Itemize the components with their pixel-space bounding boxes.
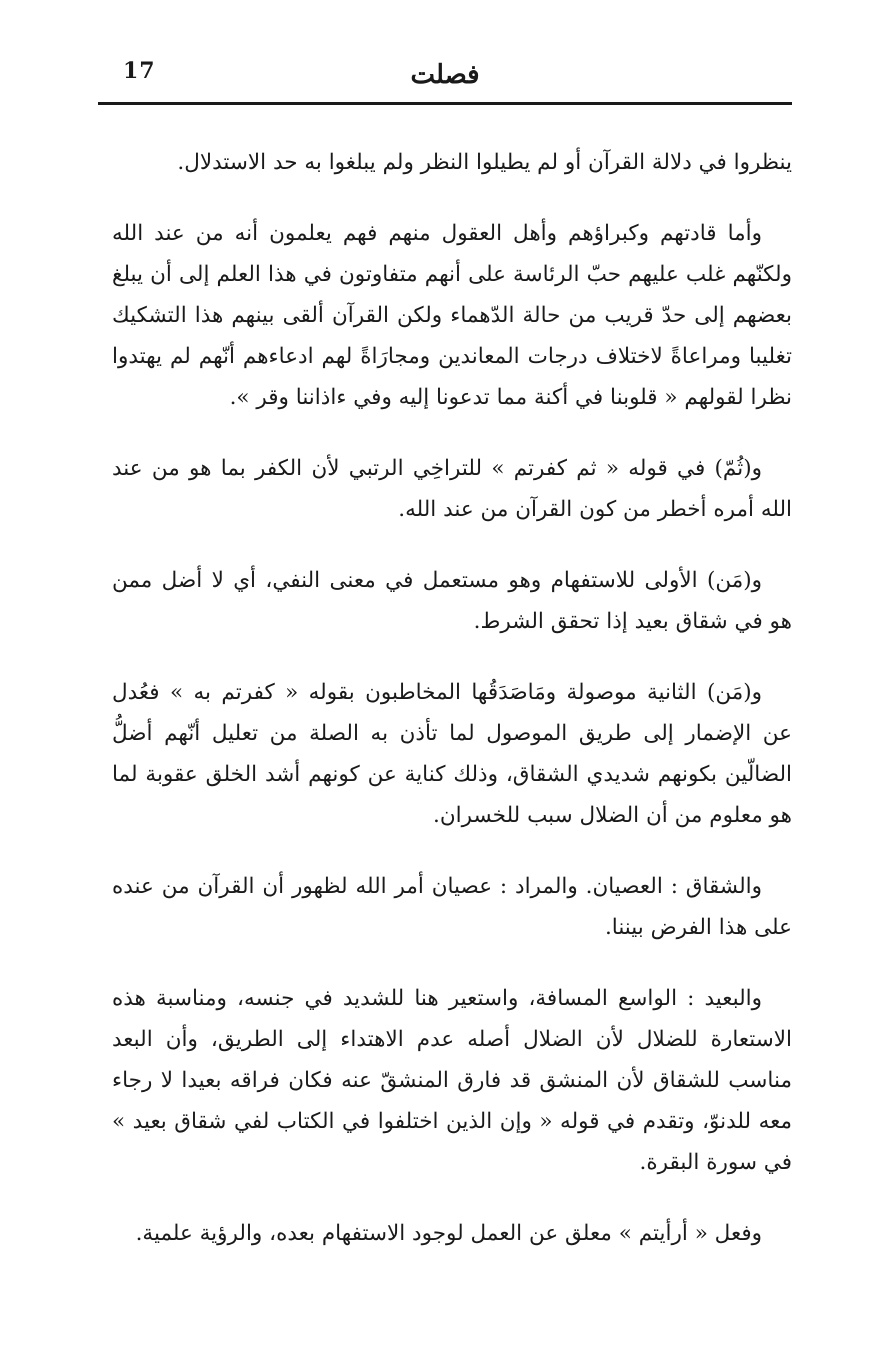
paragraph-3: و(ثُمّ) في قوله « ثم كفرتم » للتراخِي الرتبي لأن الكفر بما هو من عند الله أمره أخطر من كون القرآن من عند الله.: [112, 456, 792, 522]
page-header: [98, 50, 792, 105]
paragraph-6: والشقاق : العصيان. والمراد : عصيان أمر الله لظهور أن القرآن من عنده على هذا الفرض بيننا.: [112, 874, 792, 940]
paragraph-5: و(مَن) الثانية موصولة ومَاصَدَقُها المخاطبون بقوله « كفرتم به » فعُدل عن الإضمار إلى طريق الموصول لما تأذن به الصلة من تعليل أنّهم أضلُّ الضالّين بكونهم شديدي الشقاق، وذلك كناية عن كونهم أشد الخلق عقوبة لما هو معلوم من أن الضلال سبب للخسران.: [112, 680, 792, 828]
surah-title: فصلت: [410, 60, 480, 90]
paragraph-2: وأما قادتهم وكبراؤهم وأهل العقول منهم فهم يعلمون أنه من عند الله ولكنّهم غلب عليهم حبّ الرئاسة على أنهم متفاوتون في هذا العلم إلى أن يبلغ بعضهم إلى حدّ قريب من حالة الدّهماء ولكن القرآن ألقى بينهم هذا التشكيك تغليبا ومراعاةً لاختلاف درجات المعاندين ومجارَاةً لهم ادعاءهم أنّهم لم يهتدوا نظرا لقولهم « قلوبنا في أكنة مما تدعونا إليه وفي ءاذاننا وقر ».: [112, 221, 792, 410]
paragraph-7: والبعيد : الواسع المسافة، واستعير هنا للشديد في جنسه، ومناسبة هذه الاستعارة للضلال لأن الضلال أصله عدم الاهتداء إلى الطريق، وأن البعد مناسب للشقاق لأن المنشق قد فارق المنشقّ عنه فكان فراقه بعيدا لا رجاء معه للدنوّ، وتقدم في قوله « وإن الذين اختلفوا في الكتاب لفي شقاق بعيد » في سورة البقرة.: [112, 986, 792, 1175]
paragraph-1: ينظروا في دلالة القرآن أو لم يطيلوا النظر ولم يبلغوا به حد الاستدلال.: [177, 150, 792, 175]
page-number: 17: [123, 58, 156, 84]
paragraph-8: وفعل « أرأيتم » معلق عن العمل لوجود الاستفهام بعده، والرؤية علمية.: [135, 1221, 762, 1246]
paragraph-4: و(مَن) الأولى للاستفهام وهو مستعمل في معنى النفي، أي لا أضل ممن هو في شقاق بعيد إذا تحقق الشرط.: [112, 568, 792, 634]
page-body: [112, 142, 792, 1276]
